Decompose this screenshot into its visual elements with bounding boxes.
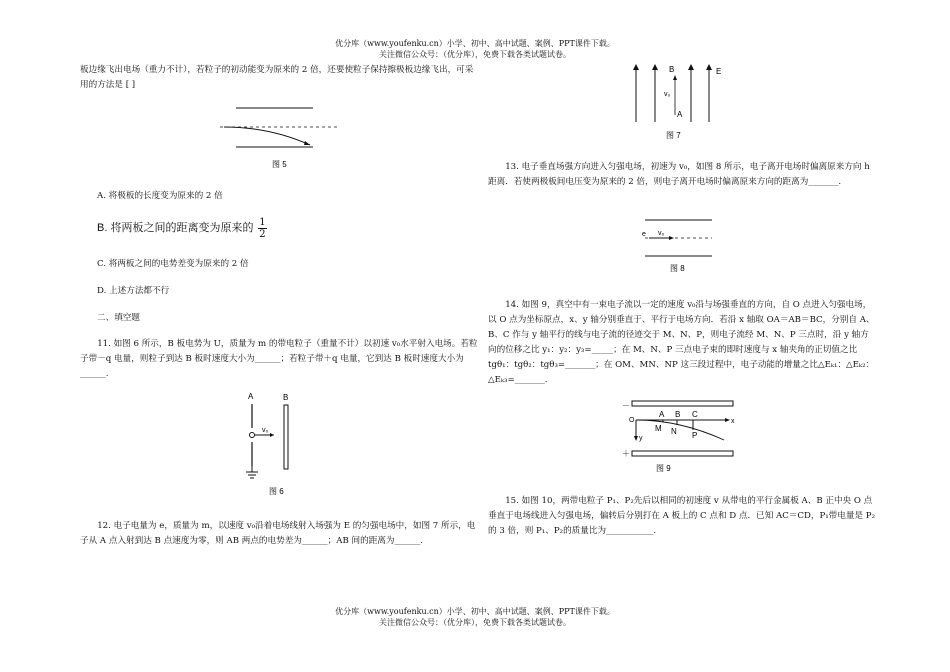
fig9-n: N	[671, 427, 677, 436]
question-11: 11. 如图 6 所示，B 板电势为 U，质量为 m 的带电粒子（重量不计）以初速 v₀水平射入电场。若粒子带－q 电量，则粒子到达 B 板时速度大小为______；若粒子带＋q 电量，它到达 B 板时速度大小为______.	[80, 339, 478, 379]
figure-7	[620, 60, 730, 145]
fig8-caption: 图 8	[670, 264, 685, 273]
fig9-y: y	[639, 435, 643, 442]
question-15: 15. 如图 10，两带电粒子 P₁、P₂先后以相同的初速度 v 从带电的平行金属板 A、B 正中央 O 点垂直于电场线进入匀强电场，偏转后分别打在 A 板上的 C 点和 D 点．已知 AC＝CD，P₁带电量是 P₂的 3 倍，则 P₁、P₂的质量比为___________.	[488, 496, 876, 536]
question-13: 13. 电子垂直场强方向进入匀强电场，初速为 v₀，如图 8 所示，电子离开电场时偏离原来方向 h 距离．若使两极板间电压变为原来的 2 倍，则电子离开电场时偏离原来方向的距离为_______.	[488, 162, 870, 187]
fig6-label-b: B	[283, 393, 289, 402]
figure-9	[620, 398, 750, 476]
page-header	[0, 38, 950, 60]
option-c: C. 将两板之间的电势差变为原来的 2 倍	[97, 259, 249, 269]
fig7-caption: 图 7	[666, 131, 681, 140]
fig9-a: A	[659, 410, 665, 419]
question-10-text: 板边缘飞出电场（重力不计），若粒子的初动能变为原来的 2 倍，还要使粒子保持擦极板边缘飞出，可采用的方法是 [ ]	[80, 65, 474, 90]
page-footer	[0, 606, 950, 628]
option-b-fraction: $\frac{1}{2}$	[259, 217, 266, 240]
option-a: A. 将极板的长度变为原来的 2 倍	[97, 191, 223, 201]
fig9-minus: －	[622, 401, 630, 410]
fig5-trajectory	[224, 127, 310, 145]
fig8-v0: v₀	[658, 230, 665, 237]
fig9-caption: 图 9	[656, 464, 671, 473]
fig5-arrow-head	[304, 141, 310, 145]
fig6-particle	[250, 433, 255, 438]
fig9-b: B	[675, 410, 681, 419]
question-14: 14. 如图 9，真空中有一束电子流以一定的速度 v₀沿与场强垂直的方向，自 O 点进入匀强电场，以 O 点为坐标原点，x、y 轴分别垂直于、平行于电场方向．若沿 x 轴取 OA＝AB＝BC，分别自 A、B、C 作与 y 轴平行的线与电子流的径迹交于 M、N、P，则电子流经 M、N、P 三点时，沿 y 轴方向的位移之比 y₁：y₂：y₃=_____；在 M、N、P 三点电子束的即时速度与 x 轴夹角的正切值之比 tgθ₁：tgθ₂：tgθ₃=_______；在 OM、MN、NP 这三段过程中，电子动能的增量之比△Eₖ₁：△Eₖ₂：△Eₖ₃=_______.	[488, 300, 875, 385]
fig6-caption: 图 6	[269, 487, 284, 496]
fig5-caption: 图 5	[272, 160, 287, 169]
fig9-trajectory	[636, 420, 724, 440]
option-b: B. 将两板之间的距离变为原来的 $\frac{1}{2}$	[97, 217, 266, 240]
figure-6	[235, 388, 315, 500]
figure-8	[636, 212, 726, 276]
header-line-2: 关注微信公众号：（优分库），免费下载各类试题试卷。	[379, 50, 571, 59]
fig9-x: x	[731, 418, 735, 425]
fig9-o: O	[629, 417, 635, 424]
fig9-plus: ＋	[622, 449, 630, 458]
header-line-1: 优分库（www.youfenku.cn）小学、初中、高中试题、案例、PPT课件下载。	[335, 39, 615, 48]
fig8-e: e	[642, 231, 646, 238]
fig9-m: M	[655, 424, 662, 433]
fig7-v0: v₀	[664, 91, 671, 98]
option-d: D. 上述方法都不行	[97, 286, 170, 296]
left-column	[80, 63, 480, 93]
question-12: 12. 电子电量为 e，质量为 m，以速度 v₀沿着电场线射入场强为 E 的匀强电场中，如图 7 所示，电子从 A 点入射到达 B 点速度为零，则 AB 两点的电势差为______；AB 间的距离为______.	[80, 521, 476, 546]
fig6-plate-b	[284, 405, 288, 469]
figure-5	[210, 103, 350, 173]
section-2-title: 二、填空题	[97, 313, 140, 323]
fig6-label-a: A	[248, 392, 254, 401]
fig9-c: C	[692, 410, 698, 419]
footer-line-2: 关注微信公众号：（优分库），免费下载各类试题试卷。	[379, 618, 571, 627]
footer-line-1: 优分库（www.youfenku.cn）小学、初中、高中试题、案例、PPT课件下载。	[335, 607, 615, 616]
fig7-label-e: E	[716, 67, 722, 76]
fig9-p: P	[692, 431, 698, 440]
fig6-v0-label: v₀	[262, 427, 269, 434]
fig7-label-b: B	[669, 65, 675, 74]
fig7-label-a: A	[677, 110, 683, 119]
